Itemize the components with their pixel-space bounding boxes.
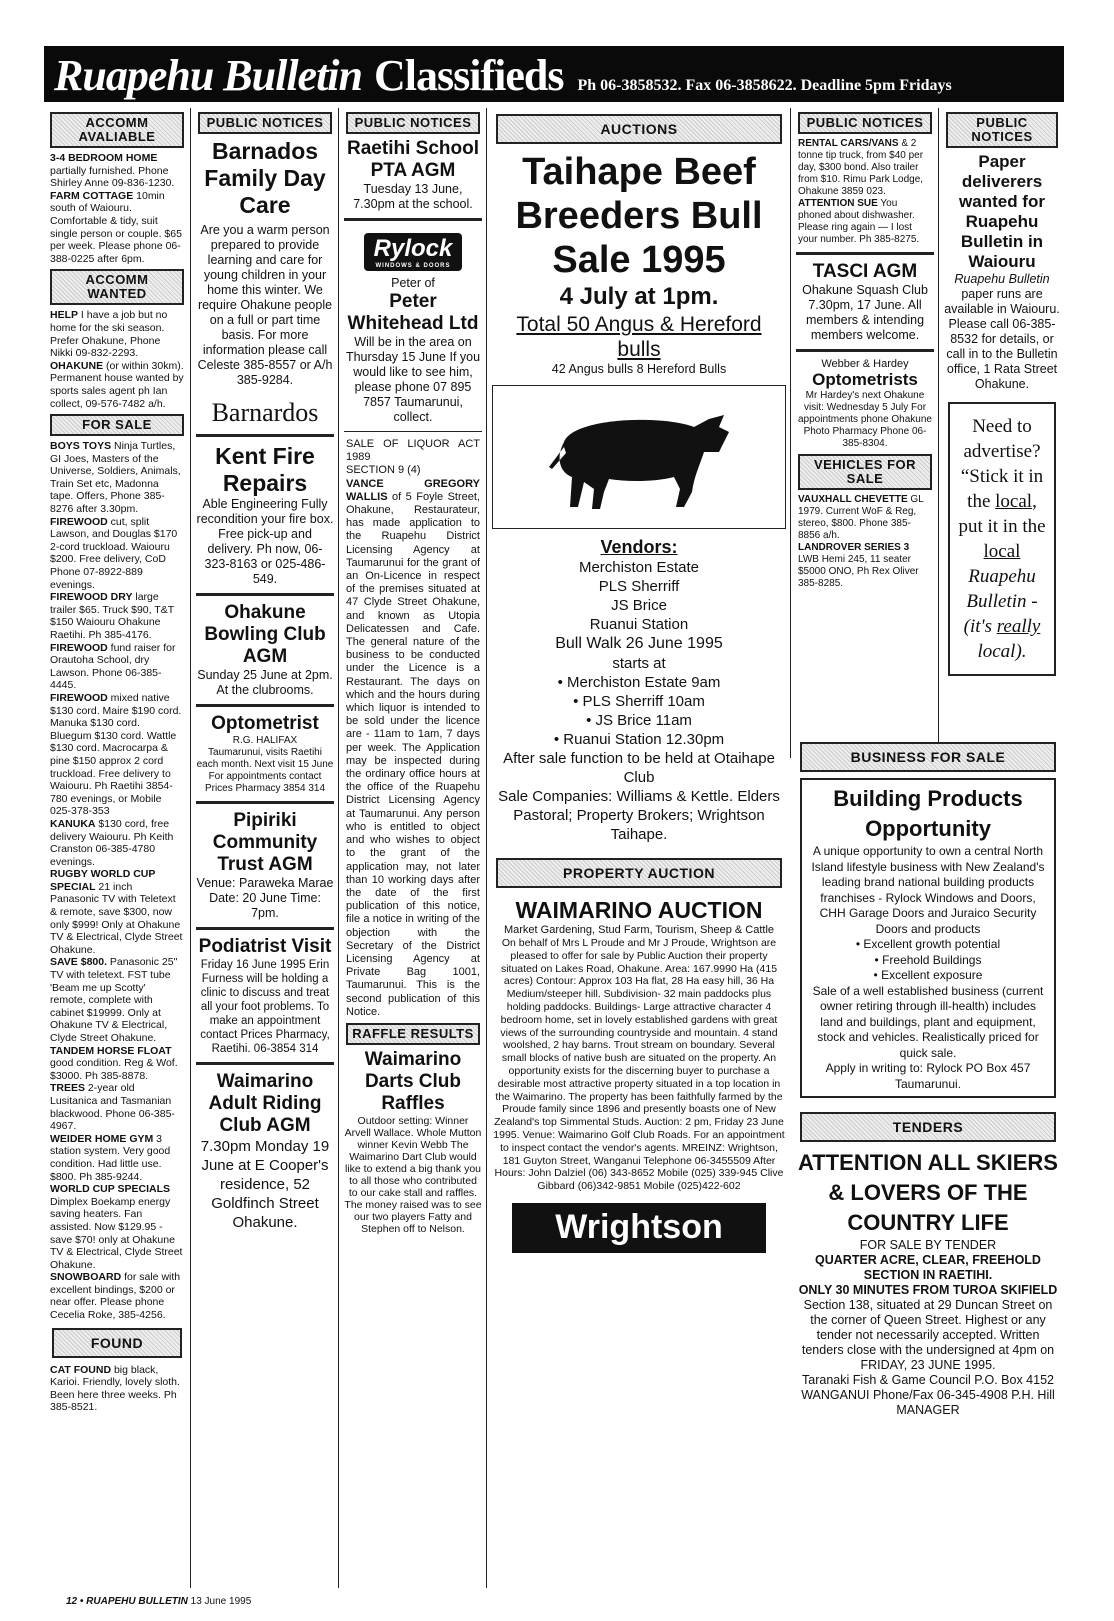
ad-title: Pipiriki Community Trust AGM <box>212 810 318 875</box>
tender-line: FOR SALE BY TENDER <box>859 1238 997 1252</box>
divider <box>344 431 482 432</box>
classified-lead: SAVE $800. <box>50 956 108 969</box>
classified-lead: FIREWOOD <box>50 641 108 654</box>
column-public-notices-3 <box>340 108 486 1585</box>
ad-title: Ohakune Bowling Club AGM <box>204 602 326 667</box>
list-item: • Excellent growth potential <box>855 937 1001 951</box>
classified-item <box>50 440 184 516</box>
ad-body-2: Sale of a well established business (current owner retiring through ill-health) includes land and buildings, plant and equipment, stock and vehicles. Realistically priced for quick sale. <box>812 983 1044 1060</box>
classified-item <box>50 642 184 692</box>
ad-paper-deliverers <box>940 152 1064 392</box>
ad-title: Kent Fire Repairs <box>215 443 315 496</box>
section-header: FOR SALE <box>50 414 184 436</box>
column-classifieds <box>44 108 190 1585</box>
classified-text: partially furnished. Phone Shirley Anne 09-836-1230. <box>50 164 175 190</box>
ad-body: Are you a warm person prepared to provide learning and care for young children in your home this winter. We require Ohakune people on a full or part time basis. For more information please call Celeste 385-8557 or A/h 385-9284. <box>197 223 333 387</box>
vendor-list <box>492 558 786 634</box>
ad-title: Paper deliverers wanted for Ruapehu Bulletin in Waiouru <box>959 152 1045 271</box>
ad-tender <box>792 1148 1064 1418</box>
tender-line: QUARTER ACRE, CLEAR, FREEHOLD SECTION IN RAETIHI. <box>815 1253 1041 1282</box>
bull-image <box>492 385 786 529</box>
ad-title: Peter Whitehead Ltd <box>347 291 479 334</box>
divider <box>196 434 334 437</box>
notice-heading: SALE OF LIQUOR ACT 1989 <box>346 438 480 464</box>
section-header: TENDERS <box>800 1112 1056 1142</box>
classified-text: 10min south of Waiouru. Comfortable & tidy, suit single person or couple. $65 per week. Please phone 06-388-0225 after 6pm. <box>50 189 182 265</box>
ad-subtitle: Market Gardening, Stud Farm, Tourism, Sheep & Cattle <box>503 924 775 936</box>
column-business-tenders <box>792 736 1064 1585</box>
section-header: PUBLIC NOTICES <box>946 112 1058 148</box>
ad-taihape-bull-sale <box>488 150 790 844</box>
bull-walk: Bull Walk 26 June 1995 <box>555 635 723 652</box>
after-sale: After sale function to be held at Otaihape Club <box>503 750 775 786</box>
masthead <box>44 46 1064 102</box>
barnardos-logo: Barnardos <box>211 398 319 427</box>
list-item: Ruanui Station <box>589 616 689 633</box>
list-item: Merchiston Estate <box>578 559 700 576</box>
classified-text: I have a job but no home for the ski season. Prefer Ohakune, Phone Nikki 09-832-2293. <box>50 309 168 360</box>
classified-lead: FIREWOOD <box>50 691 108 704</box>
ad-body: Mr Hardey's next Ohakune visit: Wednesday 5 July For appointments phone Ohakune Photo Pharmacy Phone 06-385-8304. <box>798 390 932 449</box>
classified-text: GL 1979. Current WoF & Reg, stereo, $800. Phone 385-8856 a/h. <box>798 494 924 541</box>
divider <box>196 704 334 707</box>
column-divider <box>338 108 339 1588</box>
ad-body: Will be in the area on Thursday 15 June If you would like to see him, please phone 07 895 7857 Taumarunui, collect. <box>345 335 481 424</box>
ad-optometrists <box>792 358 938 450</box>
ad-body: Sunday 25 June at 2pm. At the clubrooms. <box>197 668 333 697</box>
notice-text: of 5 Foyle Street, Ohakune, Restaurateur, has made application to the Ruapehu District Licensing Agency at Taumarunui for the grant of an On-Licence in respect of the premises situated at 47 Clyde Street Ohakune, and known as Utopia Delicatessen and Cafe. The general nature of the business to be conducted under the Licence is a Restaurant. The days on which and the hours during which liquor is intended to be sold under the licence are - 11am to 1am, 7 days per week. The Application may be inspected during the ordinary office hours at the office of the Ruapehu District Licensing Agency at Taumarunui. Any person who is entitled to object and who wishes to object to the grant of the application may, not later than 10 working days after the date of the first publication of this notice, file a notice in writing of the objection with the Secretary of the District Licensing Agency at Private Bag 1001, Taumarunui. This is the second publication of this Notice. <box>346 490 480 1018</box>
classified-lead: 3-4 BEDROOM HOME <box>50 152 158 164</box>
footer-date: 13 June 1995 <box>190 1596 252 1607</box>
ad-body: On behalf of Mrs L Proude and Mr J Proude, Wrightson are pleased to offer for sale by Public Auction their property situated on Lakes Road, Ohakune. Area: 167.9990 Ha (415 acres) Contour: Approx 103 Ha flat, 28 Ha easy hill, 36 Ha Medium/steeper hill. Subdivision- 32 main paddocks plus holding paddocks. Buildings- Large attractive character 4 bedroom home, set in lovely established gardens with great views of the surrounding countryside and mountain. 4 stand woolshed, 2 hay barns. Trout stream on boundary. Several small blocks of native bush are situated on the property. An opportunity exists for the discerning buyer to purchase a desirable most attractive property situated in a top location in the Waimarino. The property has been faithfully farmed by the Proude family since 1896 and presently boasts one of New Zealand's top Simmental Studs. Auction: 2 pm, Friday 23 June 1995. Venue: Waimarino Golf Club Roads. For an appointment to inspect contact the vendor's agents. MREINZ: Wrightson, 181 Guyton Street, Wanganui Telephone 06-3455509 After Hours: John Dalziel (06) 343-8652 Mobile (025) 339-945 Clive Gibbard (06)342-9851 Mobile (025)422-602 <box>493 937 785 1193</box>
classified-text: big black, Karioi. Friendly, lovely sloth. Been here three weeks. Ph 385-8521. <box>50 1363 180 1414</box>
classified-list <box>44 1364 190 1414</box>
sale-date: 4 July at 1pm. <box>559 283 719 310</box>
ad-tasci <box>792 261 938 343</box>
classified-text: 3 station system. Very good condition. Had little use. $800. Ph 385-9244. <box>50 1132 171 1183</box>
classified-item <box>50 1133 184 1183</box>
section-header: RAFFLE RESULTS <box>346 1023 480 1045</box>
list-item: • Freehold Buildings <box>874 952 982 967</box>
classified-item: RENTAL CARS/VANS & 2 tonne tip truck, from $40 per day, $300 bond. Also trailer from $10. Rimu Park Lodge, Ohakune 3859 023. <box>798 138 924 197</box>
classified-text: Ninja Turtles, GI Joes, Masters of the Universe, Soldiers, Animals, Train Set etc, Madonna tape. Offers, Phone 385-8276 after 3.30pm. <box>50 440 181 516</box>
ad-pipiriki <box>192 810 338 921</box>
sale-total: Total 50 Angus & Hereford bulls <box>516 313 762 361</box>
divider <box>796 349 934 352</box>
classified-item <box>50 956 184 1044</box>
classified-item <box>50 360 184 410</box>
ad-body: 7.30pm Monday 19 June at E Cooper's residence, 52 Goldfinch Street Ohakune. <box>200 1138 330 1231</box>
list-item: PLS Sherriff <box>598 578 680 595</box>
classified-text: large trailer $65. Truck $90, T&T $150 Waiouru Ohakune Raetihi. Ph 385-4176. <box>50 591 174 641</box>
classified-lead: FIREWOOD DRY <box>50 591 133 604</box>
ad-title: ATTENTION ALL SKIERS & LOVERS OF THE COUNTRY LIFE <box>798 1150 1058 1235</box>
ad-waimarino-auction <box>488 896 790 1253</box>
classified-lead: VAUXHALL CHEVETTE <box>798 494 908 505</box>
ad-body: A unique opportunity to own a central North Island lifestyle business with New Zealand's leading brand national building products franchises - Rylock Windows and Doors, CHH Garage Doors and Juraico Security Doors and products <box>811 844 1045 936</box>
ad-pre: Webber & Hardey <box>821 358 909 370</box>
divider <box>196 593 334 596</box>
classified-lead: SNOWBOARD <box>50 1271 122 1284</box>
classified-item <box>798 494 932 542</box>
ad-body: Section 138, situated at 29 Duncan Street on the corner of Queen Street. Highest or any tender not necessarily accepted. Written tenders close with the undersigned at 4pm on FRIDAY, 23 JUNE 1995. <box>801 1298 1055 1372</box>
ad-riding-club <box>192 1071 338 1232</box>
classified-text: LWB Hemi 245, 11 seater $5000 ONO, Ph Rex Oliver 385-8285. <box>798 554 919 589</box>
section-header: PUBLIC NOTICES <box>198 112 332 134</box>
classified-item <box>50 190 184 266</box>
ad-podiatrist <box>192 936 338 1056</box>
classified-text: for sale with excellent bindings, $200 or near offer. Please phone Cecelia Roke, 385-4256. <box>50 1271 181 1322</box>
ad-optometrist <box>192 713 338 795</box>
classified-lead: FARM COTTAGE <box>50 189 134 202</box>
list-item: • JS Brice 11am <box>586 712 692 729</box>
classified-lead: TREES <box>50 1082 86 1095</box>
ad-body: Ohakune Squash Club 7.30pm, 17 June. All members & intending members welcome. <box>802 283 928 342</box>
notice-lead: VANCE GREGORY WALLIS <box>346 477 480 503</box>
ad-pta <box>340 138 486 212</box>
classified-text: 2-year old Lusitanica and Tasmanian blackwood. Phone 06-385-4967. <box>50 1082 175 1133</box>
section-header: BUSINESS FOR SALE <box>800 742 1056 772</box>
divider <box>196 927 334 930</box>
ad-body: Venue: Paraweka Marae Date: 20 June Time: 7pm. <box>196 876 334 920</box>
section-header: AUCTIONS <box>496 114 782 144</box>
page-footer <box>66 1596 251 1607</box>
ad-title: Waimarino Adult Riding Club AGM <box>208 1071 322 1136</box>
ad-rylock <box>340 227 486 425</box>
classified-list <box>44 152 190 265</box>
column-divider <box>486 108 487 1588</box>
ad-body: paper runs are available in Waiouru. Please call 06-385-8532 for details, or call in to the Bulletin office, 1 Rata Street Ohakune. <box>944 287 1060 391</box>
classified-lead: LANDROVER SERIES 3 <box>798 542 910 553</box>
ad-body: Taumarunui, visits Raetihi each month. Next visit 15 June For appointments contact Prices Pharmacy 3854 314 <box>196 747 334 794</box>
ad-title: Barnados Family Day Care <box>204 138 326 218</box>
classified-item <box>50 1082 184 1132</box>
section-header: FOUND <box>52 1328 182 1358</box>
section-header: ACCOMM WANTED <box>50 269 184 305</box>
vendors-heading: Vendors: <box>600 537 678 557</box>
ad-title: Optometrist <box>211 713 319 734</box>
classified-item <box>50 692 184 818</box>
classified-lead: TANDEM HORSE FLOAT <box>50 1044 172 1057</box>
classified-text: fund raiser for Orautoha School, dry Lawson. Phone 06-385-4445. <box>50 641 176 692</box>
classified-item: ATTENTION SUE You phoned about dishwasher. Please ring again — I lost your number. Ph 385-8275. <box>798 198 920 245</box>
ad-title: Waimarino Darts Club Raffles <box>364 1048 462 1114</box>
classified-item <box>50 818 184 868</box>
ad-pre: Peter of <box>391 276 435 290</box>
ad-title: Podiatrist Visit <box>198 936 332 957</box>
divider <box>196 1062 334 1065</box>
ad-title: Taihape Beef Breeders Bull Sale 1995 <box>515 151 763 281</box>
classified-text: Panasonic 25" TV with teletext. FST tube 'Beam me up Scotty' remote, complete with cabinet $19999. Only at Ohakune TV & Electrical, Clyde Street Ohakune. <box>50 956 178 1044</box>
ad-body: Friday 16 June 1995 Erin Furness will be holding a clinic to discuss and treat all your foot problems. To make an appointment contact Prices Pharmacy, Raetihi. 06-3854 314 <box>200 959 330 1055</box>
classified-lead: OHAKUNE <box>50 359 104 372</box>
ad-bullets <box>808 937 1048 984</box>
starts-at: starts at <box>612 655 666 672</box>
classified-text: (or within 30km). Permanent house wanted by sports sales agent ph Ian collect, 09-576-7482 a/h. <box>50 359 184 410</box>
tender-line: ONLY 30 MINUTES FROM TUROA SKIFIELD <box>798 1283 1058 1297</box>
divider <box>796 252 934 255</box>
masthead-section: Classifieds <box>374 51 564 100</box>
classified-text: $130 cord, free delivery Waiouru. Ph Keith Cranston 06-385-4780 evenings. <box>50 817 174 868</box>
classified-item <box>50 309 184 359</box>
classified-lead: CAT FOUND <box>50 1363 112 1376</box>
column-divider <box>938 108 939 758</box>
classified-item <box>50 1045 184 1083</box>
ad-building-products <box>800 778 1056 1098</box>
bull-icon <box>534 397 744 517</box>
classified-lead: HELP <box>50 309 79 322</box>
ad-kent <box>192 443 338 587</box>
ad-bowling <box>192 602 338 698</box>
column-public-notices-6 <box>940 108 1064 758</box>
classified-text: cut, split Lawson, and Douglas $170 2-cord truckload. Waiouru $200. Free delivery, CoD Phone 07-8922-889 evenings. <box>50 515 178 591</box>
classified-lead: RUGBY WORLD CUP SPECIAL <box>50 868 156 893</box>
classified-item <box>50 152 184 190</box>
classified-text: Dimplex Boekamp energy saving heaters. Fan assisted. Now $129.95 - save $70! only at Ohakune TV & Electrical, Clyde Street Ohakune. <box>50 1195 183 1271</box>
classified-item <box>798 542 932 590</box>
ad-apply: Apply in writing to: Rylock PO Box 457 Taumarunui. <box>825 1061 1031 1091</box>
section-header: ACCOMM AVALIABLE <box>50 112 184 148</box>
ad-body: Outdoor setting: Winner Arvell Wallace. Whole Mutton winner Kevin Webb The Waimarino Dart Club would like to extend a big thank you to all those who contributed to our cake stall and raffles. The money raised was to see our two players Fatty and Stephen off to Nelson. <box>344 1114 482 1235</box>
liquor-notice <box>340 438 486 1019</box>
footer-label: 12 • RUAPEHU BULLETIN <box>66 1596 188 1607</box>
classified-lead: BOYS TOYS <box>50 440 112 453</box>
classified-text: mixed native $130 cord. Maire $190 cord. Manuka $130 cord. Bluegum $130 cord. Wattle $130 cord. Macrocarpa & pine $150 approx 2 cord truckload. Free delivery to Waiouru. Ph Raetihi 3854-780 evenings, or Mobile 025-378-353 <box>50 691 182 818</box>
ad-title: WAIMARINO AUCTION <box>515 897 763 923</box>
classified-lead: WORLD CUP SPECIALS <box>50 1183 170 1196</box>
classified-item <box>50 868 184 956</box>
classified-list <box>44 440 190 1322</box>
list-item: • Excellent exposure <box>873 968 983 982</box>
section-header: PROPERTY AUCTION <box>496 858 782 888</box>
ad-signature: Taranaki Fish & Game Council P.O. Box 4152 WANGANUI Phone/Fax 06-345-4908 P.H. Hill MANAGER <box>801 1373 1055 1417</box>
masthead-brand: Ruapehu Bulletin <box>54 51 363 100</box>
classified-item <box>50 591 184 641</box>
section-header: PUBLIC NOTICES <box>798 112 932 134</box>
section-header: PUBLIC NOTICES <box>346 112 480 134</box>
classified-list <box>792 494 938 590</box>
ad-italic: Ruapehu Bulletin <box>954 272 1050 286</box>
classified-item <box>50 1183 184 1271</box>
classified-item <box>50 1364 184 1414</box>
rylock-logo: Rylock WINDOWS & DOORS <box>364 233 463 271</box>
classified-text: good condition. Reg & Wof. $3000. Ph 385-8878. <box>50 1057 178 1082</box>
list-item: • Ruanui Station 12.30pm <box>553 731 725 748</box>
column-divider <box>790 108 791 758</box>
classified-text: 21 inch Panasonic TV with Teletext & remote, save $300, now only $999! Only at Ohakune TV & Electrical, Clyde Street Ohakune. <box>50 880 183 956</box>
sale-companies: Sale Companies: Williams & Kettle. Elders Pastoral; Property Brokers; Wrightson Taihape. <box>498 788 780 843</box>
ad-title: Building Products Opportunity <box>833 786 1023 841</box>
divider <box>196 801 334 804</box>
classified-item <box>50 516 184 592</box>
wrightson-logo: Wrightson <box>512 1203 766 1253</box>
ad-barnados <box>192 138 338 428</box>
ad-body: Tuesday 13 June, 7.30pm at the school. <box>353 182 473 211</box>
classified-list <box>44 309 190 410</box>
classified-lead: KANUKA <box>50 817 96 830</box>
ad-subtitle: R.G. HALIFAX <box>232 735 298 746</box>
divider <box>344 218 482 221</box>
section-header: VEHICLES FOR SALE <box>798 454 932 490</box>
list-item: • Merchiston Estate 9am <box>557 674 721 691</box>
list-item: JS Brice <box>611 597 667 614</box>
classified-lead: FIREWOOD <box>50 515 108 528</box>
classified-item <box>50 1271 184 1321</box>
ad-title: Raetihi School PTA AGM <box>347 138 479 181</box>
classified-lead: WEIDER HOME GYM <box>50 1132 154 1145</box>
walk-times <box>492 673 786 749</box>
list-item: • PLS Sherriff 10am <box>573 693 705 710</box>
house-ad: Need to advertise? “Stick it in the local, put it in the local Ruapehu Bulletin - (it's really local). <box>948 402 1056 676</box>
ad-body: Able Engineering Fully recondition your fire box. Free pick-up and delivery. Ph now, 06-323-8163 or 025-486-549. <box>196 497 334 586</box>
masthead-contact: Ph 06-3858532. Fax 06-3858622. Deadline 5pm Fridays <box>577 77 952 94</box>
ad-title: Optometrists <box>812 370 918 389</box>
column-public-notices-2 <box>192 108 338 1585</box>
ad-raffle <box>340 1049 486 1235</box>
column-divider <box>190 108 191 1588</box>
notice-section: SECTION 9 (4) <box>346 464 421 477</box>
sale-sub: 42 Angus bulls 8 Hereford Bulls <box>551 362 727 376</box>
column-public-notices-5 <box>792 108 938 758</box>
column-auctions <box>488 108 790 1585</box>
ad-title: TASCI AGM <box>812 261 918 282</box>
